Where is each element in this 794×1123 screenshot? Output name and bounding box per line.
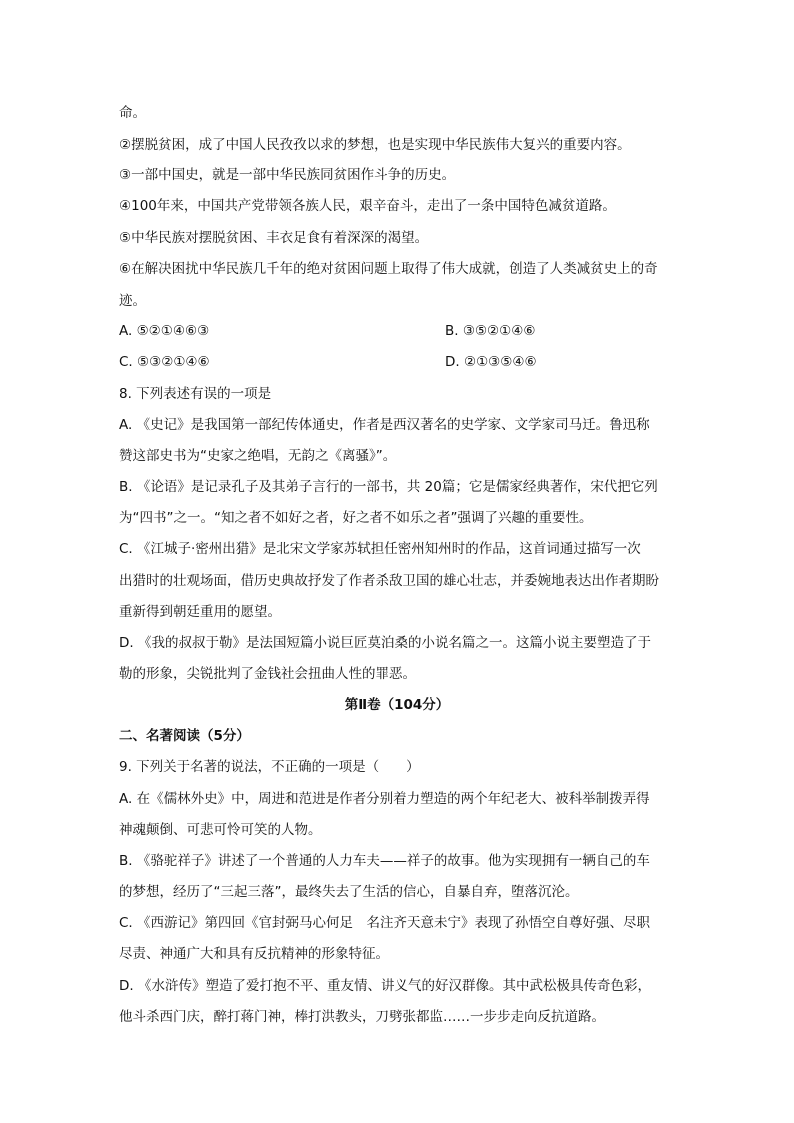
q8-option-d-cont: 勒的形象，尖锐批判了金钱社会扭曲人性的罪恶。 — [119, 666, 416, 682]
sentence-2: ②摆脱贫困，成了中国人民孜孜以求的梦想，也是实现中华民族伟大复兴的重要内容。 — [119, 137, 631, 153]
q9-option-c-cont: 尽责、神通广大和具有反抗精神的形象特征。 — [119, 946, 389, 962]
q8-option-c: C. 《江城子·密州出猎》是北宋文学家苏轼担任密州知州时的作品，这首词通过描写一次 — [119, 541, 641, 557]
q7-option-b: B. ③⑤②①④⑥ — [445, 323, 536, 339]
sentence-6-cont: 迹。 — [119, 293, 146, 309]
q9-option-a-cont: 神魂颠倒、可悲可怜可笑的人物。 — [119, 822, 322, 838]
q7-option-c: C. ⑤③②①④⑥ — [119, 354, 210, 370]
q9-stem: 9. 下列关于名著的说法，不正确的一项是（ ） — [119, 759, 420, 775]
text-line: 命。 — [119, 105, 146, 121]
q9-option-d-cont: 他斗杀西门庆，醉打蒋门神，棒打洪教头，刀劈张都监……一步步走向反抗道路。 — [119, 1009, 605, 1025]
section-two-heading: 二、名著阅读（5分） — [119, 728, 250, 744]
q9-option-a: A. 在《儒林外史》中，周进和范进是作者分别着力塑造的两个年纪老大、被科举制拨弄得 — [119, 791, 650, 807]
q9-option-c: C. 《西游记》第四回《官封弼马心何足 名注齐天意未宁》表现了孙悟空自尊好强、尽职 — [119, 915, 651, 931]
sentence-4: ④100年来，中国共产党带领各族人民，艰辛奋斗，走出了一条中国特色减贫道路。 — [119, 198, 616, 214]
sentence-3: ③一部中国史，就是一部中华民族同贫困作斗争的历史。 — [119, 167, 456, 183]
q8-stem: 8. 下列表述有误的一项是 — [119, 386, 272, 402]
sentence-5: ⑤中华民族对摆脱贫困、丰衣足食有着深深的渴望。 — [119, 230, 429, 246]
q8-option-d: D. 《我的叔叔于勒》是法国短篇小说巨匠莫泊桑的小说名篇之一。这篇小说主要塑造了于 — [119, 635, 651, 651]
q8-option-a-cont: 赞这部史书为“史家之绝唱，无韵之《离骚》”。 — [119, 448, 397, 464]
q9-option-b: B. 《骆驼祥子》讲述了一个普通的人力车夫——祥子的故事。他为实现拥有一辆自己的车 — [119, 853, 650, 869]
sentence-6: ⑥在解决困扰中华民族几千年的绝对贫困问题上取得了伟大成就，创造了人类减贫史上的奇 — [119, 261, 658, 277]
part-two-heading: 第Ⅱ卷（104分） — [344, 697, 450, 713]
q8-option-a: A. 《史记》是我国第一部纪传体通史，作者是西汉著名的史学家、文学家司马迁。鲁迅称 — [119, 417, 650, 433]
q7-option-a: A. ⑤②①④⑥③ — [119, 323, 210, 339]
q8-option-c-cont2: 重新得到朝廷重用的愿望。 — [119, 604, 281, 620]
q8-option-b-cont: 为“四书”之一。“知之者不如好之者，好之者不如乐之者”强调了兴趣的重要性。 — [119, 510, 593, 526]
q9-option-b-cont: 的梦想，经历了“三起三落”，最终失去了生活的信心，自暴自弃，堕落沉沦。 — [119, 884, 579, 900]
q8-option-b: B. 《论语》是记录孔子及其弟子言行的一部书，共 20篇；它是儒家经典著作，宋代把它列 — [119, 479, 658, 495]
q9-option-d: D. 《水浒传》塑造了爱打抱不平、重友情、讲义气的好汉群像。其中武松极具传奇色彩， — [119, 978, 651, 994]
q8-option-c-cont: 出猎时的壮观场面，借历史典故抒发了作者杀敌卫国的雄心壮志，并委婉地表达出作者期盼 — [119, 573, 659, 589]
q7-option-d: D. ②①③⑤④⑥ — [445, 354, 537, 370]
